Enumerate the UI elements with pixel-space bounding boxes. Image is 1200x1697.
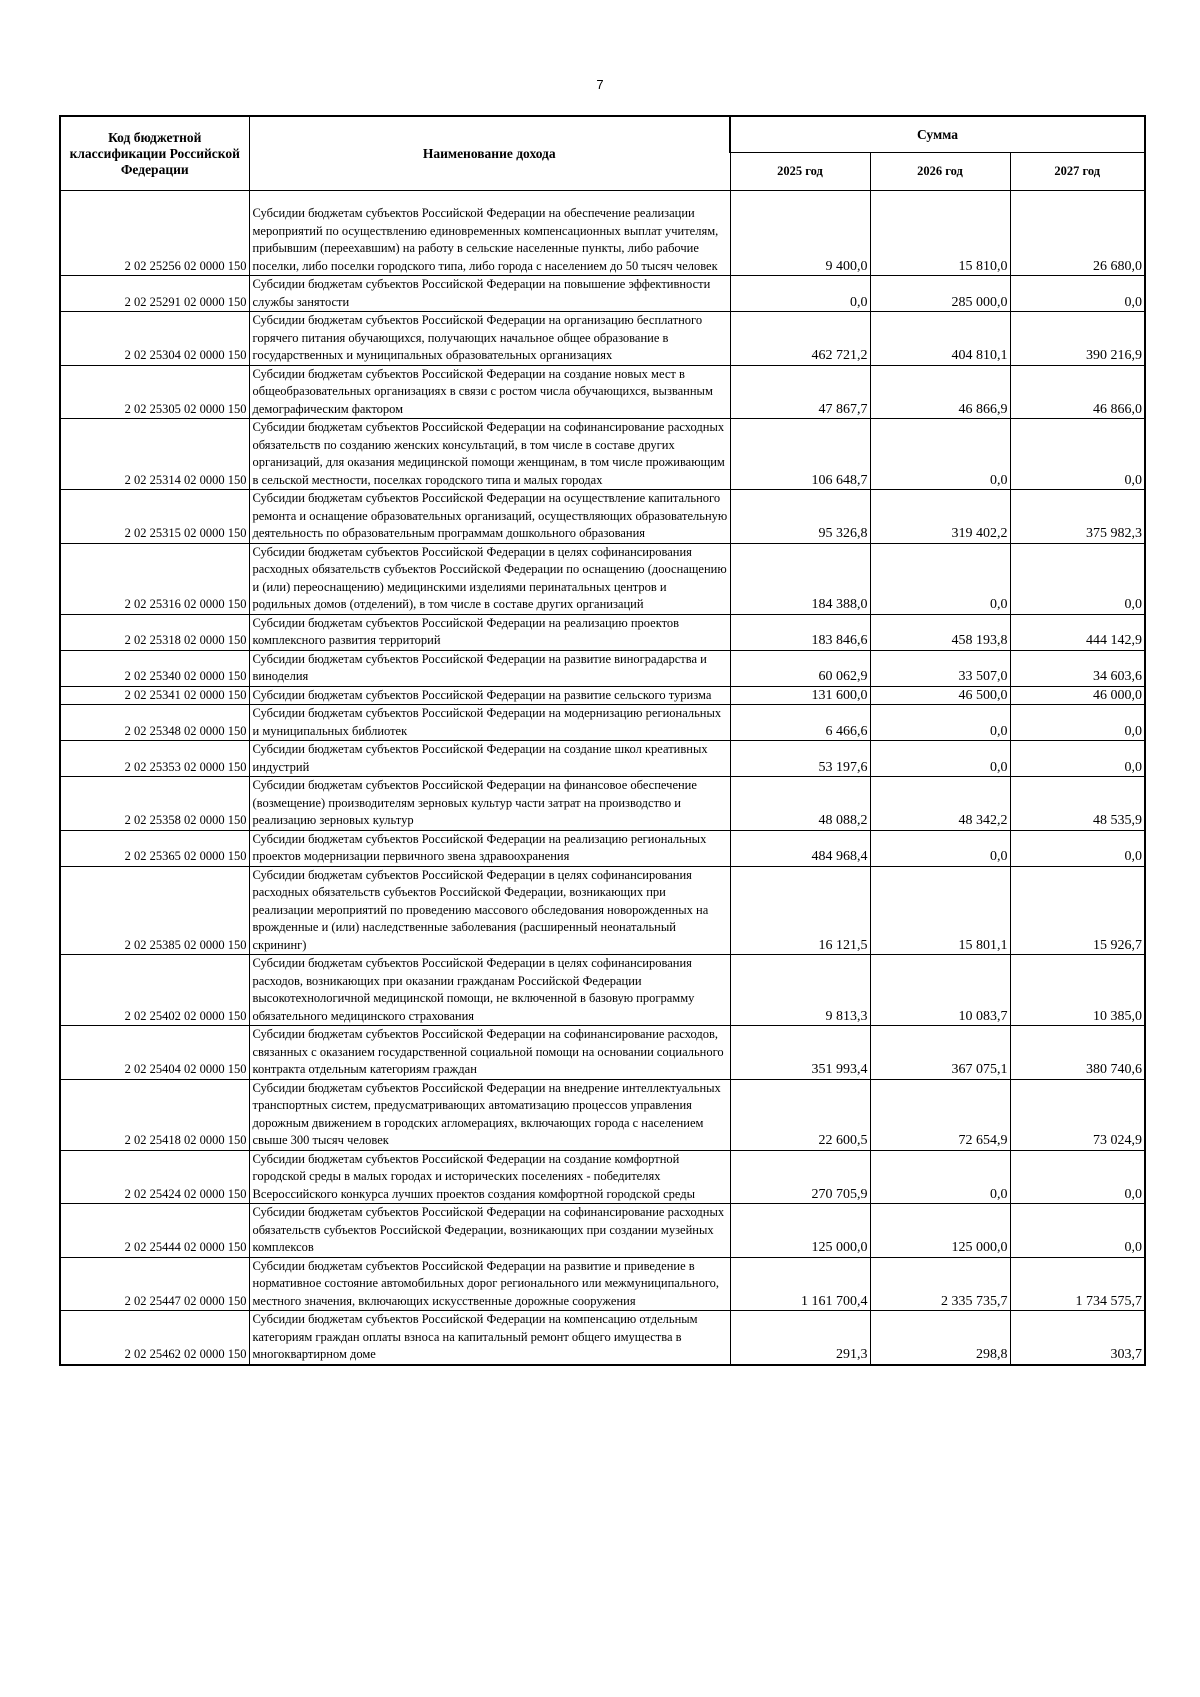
income-code-cell: 2 02 25314 02 0000 150	[60, 419, 249, 490]
amount-2025-cell: 16 121,5	[730, 866, 870, 955]
amount-2027-cell: 0,0	[1010, 276, 1145, 312]
header-year-2027: 2027 год	[1010, 153, 1145, 191]
amount-2026-cell: 0,0	[870, 1150, 1010, 1204]
income-code-cell: 2 02 25340 02 0000 150	[60, 650, 249, 686]
amount-2027-cell: 390 216,9	[1010, 312, 1145, 366]
income-code-cell: 2 02 25256 02 0000 150	[60, 191, 249, 276]
amount-2025-cell: 270 705,9	[730, 1150, 870, 1204]
income-code-cell: 2 02 25365 02 0000 150	[60, 830, 249, 866]
amount-2025-cell: 184 388,0	[730, 543, 870, 614]
amount-2026-cell: 285 000,0	[870, 276, 1010, 312]
amount-2026-cell: 10 083,7	[870, 955, 1010, 1026]
income-name-cell: Субсидии бюджетам субъектов Российской Федерации на развитие виноградарства и виноделия	[249, 650, 730, 686]
income-name-cell: Субсидии бюджетам субъектов Российской Федерации на софинансирование расходов, связанных с оказанием государственной социальной помощи на основании социального контракта отдельным категориям граждан	[249, 1026, 730, 1080]
table-row	[60, 777, 1145, 831]
table-row	[60, 686, 1145, 705]
amount-2027-cell: 26 680,0	[1010, 191, 1145, 276]
amount-2027-cell: 15 926,7	[1010, 866, 1145, 955]
table-row	[60, 1026, 1145, 1080]
table-row	[60, 543, 1145, 614]
amount-2025-cell: 95 326,8	[730, 490, 870, 544]
table-row	[60, 955, 1145, 1026]
amount-2027-cell: 46 866,0	[1010, 365, 1145, 419]
header-year-2025: 2025 год	[730, 153, 870, 191]
amount-2027-cell: 0,0	[1010, 419, 1145, 490]
amount-2027-cell: 0,0	[1010, 543, 1145, 614]
amount-2026-cell: 367 075,1	[870, 1026, 1010, 1080]
income-code-cell: 2 02 25353 02 0000 150	[60, 741, 249, 777]
header-code: Код бюджетной классификации Российской Федерации	[60, 116, 249, 191]
amount-2027-cell: 0,0	[1010, 1204, 1145, 1258]
amount-2027-cell: 380 740,6	[1010, 1026, 1145, 1080]
income-code-cell: 2 02 25304 02 0000 150	[60, 312, 249, 366]
income-name-cell: Субсидии бюджетам субъектов Российской Федерации на софинансирование расходных обязательств по созданию женских консультаций, в том числе в составе других организаций, для оказания медицинской помощи женщинам, в том числе проживающим в сельской местности, поселках городского типа и малых городах	[249, 419, 730, 490]
budget-income-table	[59, 115, 1146, 1366]
amount-2027-cell: 0,0	[1010, 705, 1145, 741]
table-row	[60, 191, 1145, 276]
table-row	[60, 365, 1145, 419]
amount-2027-cell: 375 982,3	[1010, 490, 1145, 544]
table-row	[60, 1311, 1145, 1365]
amount-2027-cell: 48 535,9	[1010, 777, 1145, 831]
income-code-cell: 2 02 25305 02 0000 150	[60, 365, 249, 419]
table-row	[60, 1257, 1145, 1311]
amount-2027-cell: 0,0	[1010, 741, 1145, 777]
amount-2027-cell: 34 603,6	[1010, 650, 1145, 686]
income-code-cell: 2 02 25404 02 0000 150	[60, 1026, 249, 1080]
amount-2025-cell: 1 161 700,4	[730, 1257, 870, 1311]
amount-2027-cell: 46 000,0	[1010, 686, 1145, 705]
amount-2025-cell: 9 400,0	[730, 191, 870, 276]
income-code-cell: 2 02 25315 02 0000 150	[60, 490, 249, 544]
table-row	[60, 650, 1145, 686]
income-code-cell: 2 02 25402 02 0000 150	[60, 955, 249, 1026]
income-code-cell: 2 02 25418 02 0000 150	[60, 1079, 249, 1150]
income-name-cell: Субсидии бюджетам субъектов Российской Федерации на осуществление капитального ремонта и оснащение образовательных организаций, осуществляющих образовательную деятельность по образовательным программам дошкольного образования	[249, 490, 730, 544]
table-row	[60, 1150, 1145, 1204]
amount-2026-cell: 15 801,1	[870, 866, 1010, 955]
page-number: 7	[596, 77, 604, 92]
income-code-cell: 2 02 25291 02 0000 150	[60, 276, 249, 312]
amount-2026-cell: 48 342,2	[870, 777, 1010, 831]
income-name-cell: Субсидии бюджетам субъектов Российской Федерации в целях софинансирования расходных обязательств субъектов Российской Федерации, возникающих при реализации мероприятий по проведению массового обследования новорожденных на врожденные и (или) наследственные заболевания (расширенный неонатальный скрининг)	[249, 866, 730, 955]
income-name-cell: Субсидии бюджетам субъектов Российской Федерации на развитие сельского туризма	[249, 686, 730, 705]
income-code-cell: 2 02 25385 02 0000 150	[60, 866, 249, 955]
amount-2025-cell: 22 600,5	[730, 1079, 870, 1150]
amount-2027-cell: 0,0	[1010, 1150, 1145, 1204]
table-row	[60, 614, 1145, 650]
income-name-cell: Субсидии бюджетам субъектов Российской Федерации в целях софинансирования расходных обязательств субъектов Российской Федерации по оснащению (дооснащению и (или) переоснащению) медицинскими изделиями перинатальных центров и родильных домов (отделений), в том числе в составе других организаций	[249, 543, 730, 614]
amount-2026-cell: 0,0	[870, 543, 1010, 614]
income-code-cell: 2 02 25358 02 0000 150	[60, 777, 249, 831]
amount-2025-cell: 48 088,2	[730, 777, 870, 831]
amount-2026-cell: 15 810,0	[870, 191, 1010, 276]
income-code-cell: 2 02 25444 02 0000 150	[60, 1204, 249, 1258]
amount-2026-cell: 2 335 735,7	[870, 1257, 1010, 1311]
amount-2026-cell: 0,0	[870, 419, 1010, 490]
income-name-cell: Субсидии бюджетам субъектов Российской Федерации на финансовое обеспечение (возмещение) производителям зерновых культур части затрат на производство и реализацию зерновых культур	[249, 777, 730, 831]
amount-2027-cell: 444 142,9	[1010, 614, 1145, 650]
income-name-cell: Субсидии бюджетам субъектов Российской Федерации на модернизацию региональных и муниципальных библиотек	[249, 705, 730, 741]
income-code-cell: 2 02 25318 02 0000 150	[60, 614, 249, 650]
income-code-cell: 2 02 25348 02 0000 150	[60, 705, 249, 741]
table-row	[60, 830, 1145, 866]
table-row	[60, 276, 1145, 312]
amount-2026-cell: 46 866,9	[870, 365, 1010, 419]
income-code-cell: 2 02 25462 02 0000 150	[60, 1311, 249, 1365]
amount-2025-cell: 0,0	[730, 276, 870, 312]
amount-2027-cell: 303,7	[1010, 1311, 1145, 1365]
income-name-cell: Субсидии бюджетам субъектов Российской Федерации в целях софинансирования расходов, возникающих при оказании гражданам Российской Федерации высокотехнологичной медицинской помощи, не включенной в базовую программу обязательного медицинского страхования	[249, 955, 730, 1026]
income-name-cell: Субсидии бюджетам субъектов Российской Федерации на софинансирование расходных обязательств субъектов Российской Федерации, возникающих при создании музейных комплексов	[249, 1204, 730, 1258]
amount-2026-cell: 0,0	[870, 705, 1010, 741]
income-code-cell: 2 02 25424 02 0000 150	[60, 1150, 249, 1204]
header-year-2026: 2026 год	[870, 153, 1010, 191]
amount-2025-cell: 60 062,9	[730, 650, 870, 686]
amount-2026-cell: 0,0	[870, 741, 1010, 777]
income-name-cell: Субсидии бюджетам субъектов Российской Федерации на создание школ креативных индустрий	[249, 741, 730, 777]
income-name-cell: Субсидии бюджетам субъектов Российской Федерации на реализацию проектов комплексного развития территорий	[249, 614, 730, 650]
amount-2025-cell: 47 867,7	[730, 365, 870, 419]
income-name-cell: Субсидии бюджетам субъектов Российской Федерации на реализацию региональных проектов модернизации первичного звена здравоохранения	[249, 830, 730, 866]
amount-2026-cell: 404 810,1	[870, 312, 1010, 366]
income-name-cell: Субсидии бюджетам субъектов Российской Федерации на внедрение интеллектуальных транспортных систем, предусматривающих автоматизацию процессов управления дорожным движением в городских агломерациях, включающих города с населением свыше 300 тысяч человек	[249, 1079, 730, 1150]
income-name-cell: Субсидии бюджетам субъектов Российской Федерации на создание новых мест в общеобразовательных организациях в связи с ростом числа обучающихся, вызванным демографическим фактором	[249, 365, 730, 419]
amount-2026-cell: 0,0	[870, 830, 1010, 866]
table-row	[60, 490, 1145, 544]
header-name: Наименование дохода	[249, 116, 730, 191]
income-code-cell: 2 02 25316 02 0000 150	[60, 543, 249, 614]
income-name-cell: Субсидии бюджетам субъектов Российской Федерации на повышение эффективности службы занятости	[249, 276, 730, 312]
amount-2025-cell: 125 000,0	[730, 1204, 870, 1258]
amount-2027-cell: 73 024,9	[1010, 1079, 1145, 1150]
table-row	[60, 705, 1145, 741]
income-name-cell: Субсидии бюджетам субъектов Российской Федерации на создание комфортной городской среды в малых городах и исторических поселениях - победителях Всероссийского конкурса лучших проектов создания комфортной городской среды	[249, 1150, 730, 1204]
amount-2025-cell: 6 466,6	[730, 705, 870, 741]
income-code-cell: 2 02 25447 02 0000 150	[60, 1257, 249, 1311]
table-row	[60, 1204, 1145, 1258]
table-row	[60, 741, 1145, 777]
amount-2027-cell: 10 385,0	[1010, 955, 1145, 1026]
income-name-cell: Субсидии бюджетам субъектов Российской Федерации на компенсацию отдельным категориям граждан оплаты взноса на капитальный ремонт общего имущества в многоквартирном доме	[249, 1311, 730, 1365]
amount-2025-cell: 53 197,6	[730, 741, 870, 777]
amount-2026-cell: 298,8	[870, 1311, 1010, 1365]
amount-2026-cell: 72 654,9	[870, 1079, 1010, 1150]
amount-2025-cell: 131 600,0	[730, 686, 870, 705]
amount-2027-cell: 1 734 575,7	[1010, 1257, 1145, 1311]
amount-2025-cell: 462 721,2	[730, 312, 870, 366]
amount-2025-cell: 106 648,7	[730, 419, 870, 490]
income-name-cell: Субсидии бюджетам субъектов Российской Федерации на организацию бесплатного горячего питания обучающихся, получающих начальное общее образование в государственных и муниципальных образовательных организациях	[249, 312, 730, 366]
amount-2025-cell: 9 813,3	[730, 955, 870, 1026]
amount-2026-cell: 319 402,2	[870, 490, 1010, 544]
income-name-cell: Субсидии бюджетам субъектов Российской Федерации на развитие и приведение в нормативное состояние автомобильных дорог регионального или межмуниципального, местного значения, включающих искусственные дорожные сооружения	[249, 1257, 730, 1311]
amount-2026-cell: 46 500,0	[870, 686, 1010, 705]
amount-2026-cell: 458 193,8	[870, 614, 1010, 650]
income-name-cell: Субсидии бюджетам субъектов Российской Федерации на обеспечение реализации мероприятий по осуществлению единовременных компенсационных выплат учителям, прибывшим (переехавшим) на работу в сельские населенные пункты, либо рабочие поселки, либо поселки городского типа, либо города с населением до 50 тысяч человек	[249, 191, 730, 276]
table-row	[60, 312, 1145, 366]
amount-2026-cell: 33 507,0	[870, 650, 1010, 686]
header-sum: Сумма	[730, 116, 1145, 153]
income-code-cell: 2 02 25341 02 0000 150	[60, 686, 249, 705]
amount-2025-cell: 183 846,6	[730, 614, 870, 650]
amount-2025-cell: 291,3	[730, 1311, 870, 1365]
table-row	[60, 419, 1145, 490]
amount-2025-cell: 484 968,4	[730, 830, 870, 866]
amount-2027-cell: 0,0	[1010, 830, 1145, 866]
amount-2026-cell: 125 000,0	[870, 1204, 1010, 1258]
table-row	[60, 866, 1145, 955]
table-row	[60, 1079, 1145, 1150]
amount-2025-cell: 351 993,4	[730, 1026, 870, 1080]
